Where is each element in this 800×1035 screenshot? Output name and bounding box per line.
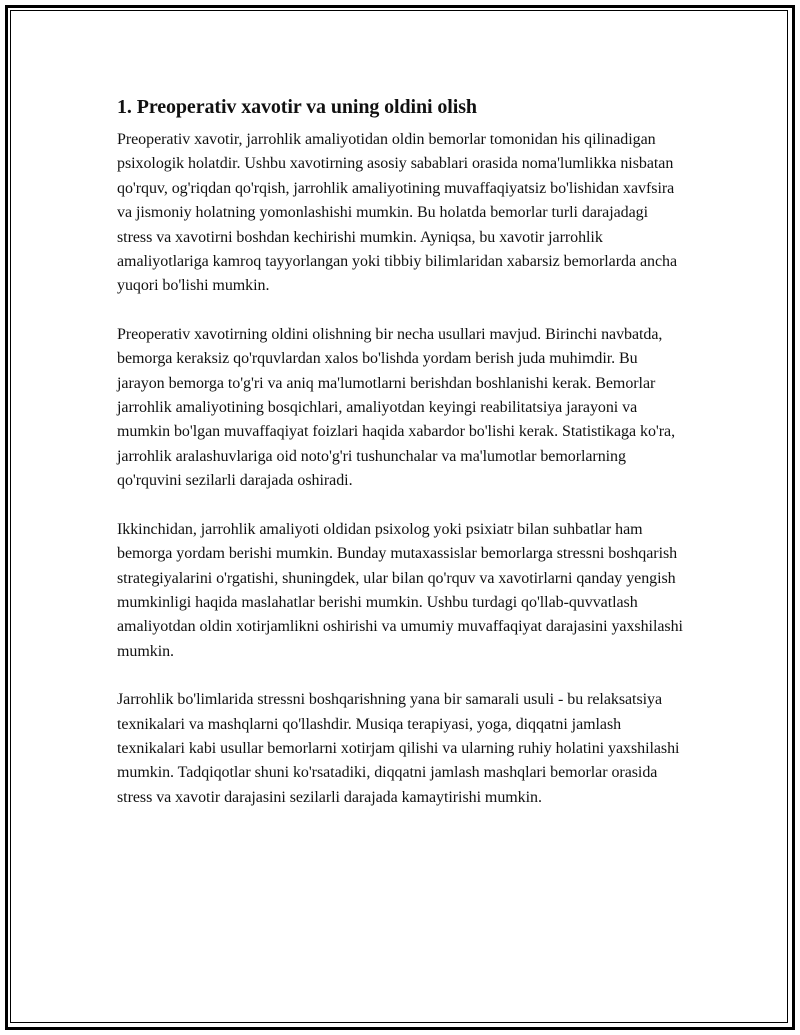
paragraph-3: Ikkinchidan, jarrohlik amaliyoti oldidan psixolog yoki psixiatr bilan suhbatlar ham bemorga yordam berishi mumkin. Bunday mutaxassislar bemorlarga stressni boshqarish strategiyalarini o'rgatishi, shuningdek, ular bilan qo'rquv va xavotirlarni qanday yengish mumkinligi haqida maslahatlar berishi mumkin. Ushbu turdagi qo'llab-quvvatlash amaliyotdan oldin xotirjamlikni oshirishi va umumiy muvaffaqiyat darajasini yaxshilashi mumkin. [117, 520, 683, 660]
paragraph-2: Preoperativ xavotirning oldini olishning bir necha usullari mavjud. Birinchi navbatda, bemorga keraksiz qo'rquvlardan xalos bo'lishda yordam berish juda muhimdir. Bu jarayon bemorga to'g'ri va aniq ma'lumotlarni berishdan boshlanishi kerak. Bemorlar jarrohlik amaliyotining bosqichlari, amaliyotdan keyingi reabilitatsiya jarayoni va mumkin bo'lgan muvaffaqiyat foizlari haqida xabardor bo'lishi kerak. Statistikaga ko'ra, jarrohlik aralashuvlariga oid noto'g'ri tushunchalar va ma'lumotlar bemorlarning qo'rquvini sezilarli darajada oshiradi. [117, 325, 676, 490]
section-heading: 1. Preoperativ xavotir va uning oldini olish [117, 96, 477, 118]
paragraph-1: Preoperativ xavotir, jarrohlik amaliyotidan oldin bemorlar tomonidan his qilinadigan psixologik holatdir. Ushbu xavotirning asosiy sabablari orasida noma'lumlikka nisbatan qo'rquv, og'riqdan qo'rqish, jarrohlik amaliyotining muvaffaqiyatsiz bo'lishidan xavfsira va jismoniy holatning yomonlashishi mumkin. Bu holatda bemorlar turli darajadagi stress va xavotirni boshdan kechirishi mumkin. Ayniqsa, bu xavotir jarrohlik amaliyotlariga kamroq tayyorlangan yoki tibbiy bilimlaridan xabarsiz bemorlarda ancha yuqori bo'lishi mumkin. [117, 131, 678, 295]
document-body [117, 94, 687, 834]
paragraph-4: Jarrohlik bo'limlarida stressni boshqarishning yana bir samarali usuli - bu relaksatsiya texnikalari va mashqlarni qo'llashdir. Musiqa terapiyasi, yoga, diqqatni jamlash texnikalari kabi usullar bemorlarni xotirjam qilishi va ularning ruhiy holatini yaxshilashi mumkin. Tadqiqotlar shuni ko'rsatadiki, diqqatni jamlash mashqlari bemorlar orasida stress va xavotir darajasini sezilarli darajada kamaytirishi mumkin. [117, 691, 680, 806]
